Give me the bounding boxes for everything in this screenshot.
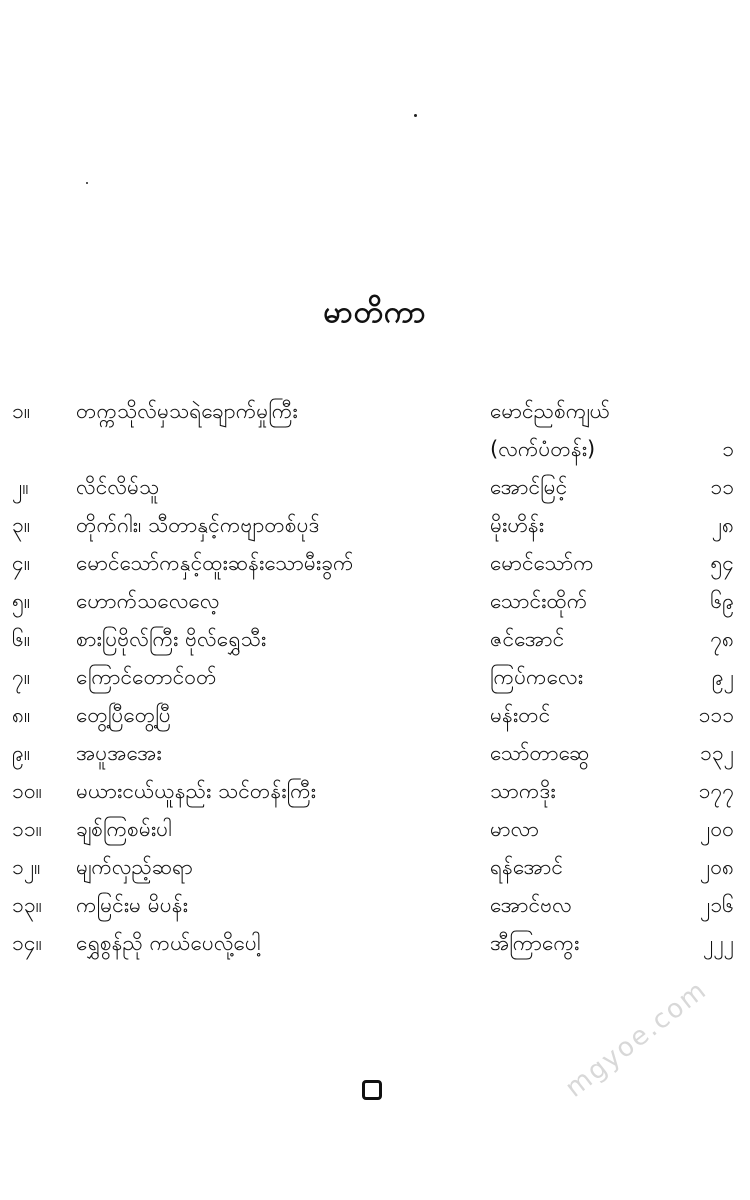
entry-author: မောင်ညစ်ကျယ် (490, 399, 611, 423)
entry-number: ၃။ (12, 513, 31, 537)
entry-author: အီကြာကွေး (490, 931, 580, 955)
entry-number: ၁၂။ (12, 855, 41, 879)
entry-title: အပူအအေး (76, 741, 162, 765)
entry-number: ၁၁။ (12, 817, 42, 841)
entry-number: ၂။ (12, 475, 29, 499)
entry-page: ၂၁၆ (700, 893, 734, 917)
entry-number: ၇။ (12, 665, 31, 689)
entry-number: ၁၀။ (12, 779, 42, 803)
entry-number: ၈။ (12, 703, 31, 727)
entry-number: ၉။ (12, 741, 31, 765)
toc-entry-9 (0, 734, 750, 772)
entry-author: သော်တာဆွေ (490, 741, 590, 765)
entry-number: ၁၃။ (12, 893, 42, 917)
toc-entry-3 (0, 506, 750, 544)
entry-title: တွေ့ပြီတွေ့ပြီ (76, 703, 171, 727)
toc-entry-6 (0, 620, 750, 658)
toc-entry-14 (0, 924, 750, 962)
entry-page: ၁၁၁ (698, 703, 734, 727)
entry-number: ၄။ (12, 551, 31, 575)
entry-page: ၅၄ (710, 551, 734, 575)
entry-author: အောင်မြင့် (490, 475, 568, 499)
entry-page: ၁၃၂ (700, 741, 734, 765)
entry-page: ၁၁ (710, 475, 734, 499)
entry-page: ၁၇၇ (698, 779, 734, 803)
entry-title: တက္ကသိုလ်မှသရဲချောက်မှုကြီး (76, 399, 298, 423)
entry-author: အောင်ဗလ (490, 893, 572, 917)
table-of-contents (0, 392, 750, 962)
entry-title: ချစ်ကြစမ်းပါ (76, 817, 172, 841)
toc-entry-1 (0, 392, 750, 430)
toc-entry-11 (0, 810, 750, 848)
entry-title: ဟောက်သလေလေ့ (76, 589, 220, 613)
entry-page: ၉၂ (711, 665, 734, 689)
toc-entry-12 (0, 848, 750, 886)
dust-speck (86, 182, 88, 184)
toc-entry-1-continued (0, 430, 750, 468)
entry-page: ၆၉ (710, 589, 734, 613)
entry-title: မောင်သော်ကနှင့်ထူးဆန်းသောမီးခွက် (76, 551, 354, 575)
toc-entry-5 (0, 582, 750, 620)
entry-page: ၂၈ (711, 513, 734, 537)
entry-title: ကမြင်းမ မိပန်း (76, 893, 188, 917)
toc-entry-10 (0, 772, 750, 810)
toc-entry-2 (0, 468, 750, 506)
entry-title: စားပြဗိုလ်ကြီး ဗိုလ်ရွှေသီး (76, 627, 267, 651)
entry-author: မာလာ (490, 817, 539, 841)
entry-title: ကြောင်တောင်ဝတ် (76, 665, 217, 689)
entry-title: မျက်လှည့်ဆရာ (76, 855, 193, 879)
entry-page: ၁ (722, 437, 734, 461)
toc-entry-7 (0, 658, 750, 696)
entry-page: ၂၂၂ (703, 931, 734, 955)
entry-page: ၇၈ (710, 627, 734, 651)
end-square-icon (362, 1080, 382, 1100)
entry-author: သောင်းထိုက် (490, 589, 588, 613)
watermark: mgyoe.com (560, 974, 714, 1104)
entry-author: ကြပ်ကလေး (490, 665, 584, 689)
entry-title: ရွှေစွန်ညို ကယ်ပေလို့ပေါ့ (76, 931, 261, 955)
entry-author: မန်းတင် (490, 703, 551, 727)
entry-author-location: (လက်ပံတန်း) (490, 437, 596, 461)
entry-number: ၅။ (12, 589, 31, 613)
entry-number: ၁၄။ (12, 931, 42, 955)
entry-number: ၁။ (12, 399, 31, 423)
toc-entry-13 (0, 886, 750, 924)
dust-speck (414, 114, 417, 117)
entry-title: တိုက်ဂါး၊ သီတာနှင့်ကဗျာတစ်ပုဒ် (76, 513, 320, 537)
entry-author: သာကဒိုး (490, 779, 556, 803)
page-title: မာတိကာ (323, 295, 427, 330)
toc-entry-4 (0, 544, 750, 582)
toc-entry-8 (0, 696, 750, 734)
entry-title: လိင်လိမ်သူ (76, 475, 160, 499)
entry-author: ရန်အောင် (490, 855, 564, 879)
entry-author: မောင်သော်က (490, 551, 594, 575)
entry-page: ၂၀၀ (700, 817, 734, 841)
entry-page: ၂၀၈ (699, 855, 734, 879)
entry-number: ၆။ (12, 627, 31, 651)
entry-title: မယားငယ်ယူနည်း သင်တန်းကြီး (76, 779, 316, 803)
entry-author: ဇင်အောင် (490, 627, 565, 651)
entry-author: မိုးဟိန်း (490, 513, 545, 537)
